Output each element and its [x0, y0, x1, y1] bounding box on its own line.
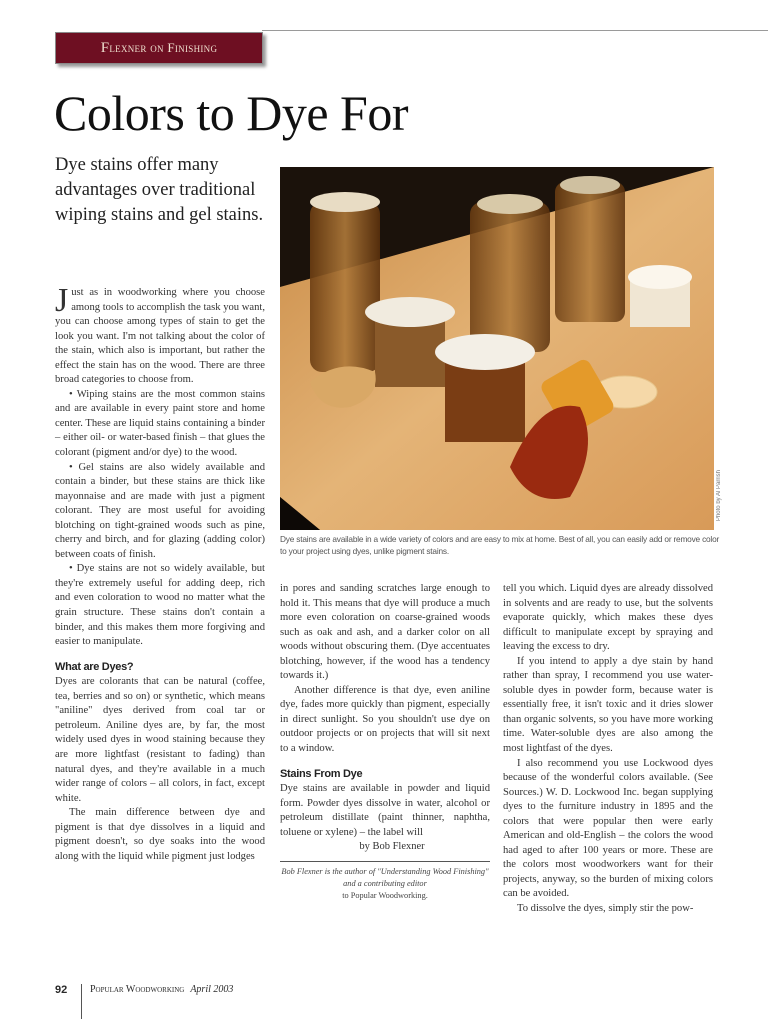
drop-cap: J — [55, 282, 69, 319]
article-deck: Dye stains offer many advantages over traditional wiping stains and gel stains. — [55, 155, 264, 225]
paragraph: • Wiping stains are the most common stains and are available in every paint store and home center. These are liquid stains containing a binder – either oil- or water-based finish – that glues the colorant (pigment and/or dye) to the wood. — [55, 388, 265, 459]
byline-rule — [280, 861, 490, 862]
column-1 — [55, 282, 265, 864]
subheading-stains-from-dye: Stains From Dye — [280, 767, 363, 780]
photo-credit: Photo by Al Parrish — [716, 470, 722, 522]
page-footer — [55, 972, 233, 1007]
paragraph: To dissolve the dyes, simply stir the pow- — [517, 903, 694, 915]
paragraph: I also recommend you use Lockwood dyes because of the wonderful colors available. (See Sources.) W. D. Lockwood Inc. began supplying dyes to the furniture industry in 1895 and the colors that were popular then were early American and old-English – the colors the wood had aged to after 100 years or more. These are the colors most woodworkers want for their projects, anyway, so the burden of mixing colors can be avoided. — [503, 757, 713, 900]
header-rule — [262, 30, 768, 31]
author-bio-text: Bob Flexner is the author of "Understanding Wood Finishing" and a contributing editor — [281, 866, 489, 888]
article-photo — [280, 167, 714, 530]
paragraph: • Dye stains are not so widely available, but they're extremely useful for adding deep, rich and even coloration to wood no matter what the grain structure. These stains don't contain a binder, and this makes them more forgiving and easier to manipulate. — [55, 563, 265, 648]
column-2 — [280, 582, 490, 902]
section-banner-label: Flexner on Finishing — [100, 39, 218, 56]
paragraph: tell you which. Liquid dyes are already dissolved in solvents and are ready to use, but the solvents evaporate quickly, which makes these dyes difficult to manipulate except by spraying and leaving the excess to dry. — [503, 583, 713, 653]
paragraph: If you intend to apply a dye stain by hand rather than spray, I recommend you use water-soluble dyes in powder form, because water is essentially free, it isn't toxic and it dries slower than organic solvents, so you have more working time. Water-soluble dyes are also among the most lightfast of the dyes. — [503, 655, 713, 755]
jar — [310, 202, 380, 372]
column-3 — [503, 582, 713, 917]
issue-date: April 2003 — [190, 984, 234, 995]
intro-text: ust as in woodworking where you choose among tools to accomplish the task you want, you can choose among types of stain to get the look you want. I'm not talking about the color of the stain, which also is important, but rather the effect the stain has on the wood. There are three broad categories to choose from. — [55, 287, 265, 386]
footer-divider — [81, 984, 82, 1019]
byline: by Bob Flexner — [359, 841, 425, 853]
paragraph: in pores and sanding scratches large enough to hold it. This means that dye will produce a much more even coloration on coarse-grained woods such as oak and ash, and a darker color on all woods without obscuring them. (Dye accentuates blotching, however, if the wood has a tendency towards it.) — [280, 583, 490, 682]
paragraph: Dye stains are available in powder and liquid form. Powder dyes dissolve in water, alcohol or petroleum distillate (paint thinner, naphtha, toluene or xylene) – the label will — [280, 783, 490, 838]
magazine-name: Popular Woodworking — [90, 984, 185, 995]
paragraph: The main difference between dye and pigment is that dye dissolves in a liquid and pigment doesn't, so dye soaks into the wood along with the liquid while pigment just lodges — [55, 807, 265, 862]
photo-caption: Dye stains are available in a wide variety of colors and are easy to mix at home. Best of all, you can easily add or remove color to your project using dyes, unlike pigment stains. — [280, 534, 720, 556]
paragraph: • Gel stains are also widely available and contain a binder, but these stains are thick like mayonnaise and are made with just a pigment colorant. They are most useful for avoiding blotching on tight-grained woods such as pine, cherry and birch, and for glazing (adding color) between coats of finish. — [55, 461, 265, 560]
author-bio — [280, 866, 490, 902]
author-bio-text: to Popular Woodworking. — [342, 890, 428, 900]
article-title: Colors to Dye For — [54, 85, 408, 141]
page-number: 92 — [55, 983, 68, 996]
section-banner — [55, 32, 263, 64]
intro-paragraph — [55, 282, 265, 388]
subheading-what-are-dyes: What are Dyes? — [55, 660, 134, 673]
paragraph: Another difference is that dye, even aniline dye, fades more quickly than pigment, especially in direct sunlight. So you shouldn't use dye on outdoor projects or on projects that will sit next to a window. — [280, 684, 490, 755]
paragraph: Dyes are colorants that can be natural (coffee, tea, berries and so on) or synthetic, which means "aniline" dyes derived from coal tar or petroleum. Aniline dyes are, by far, the most widely used dyes in wood staining because they are more lightfast (resistant to fading) than natural dyes, and they're available in a much wider range of colors – all colors, in fact, except white. — [55, 676, 265, 804]
